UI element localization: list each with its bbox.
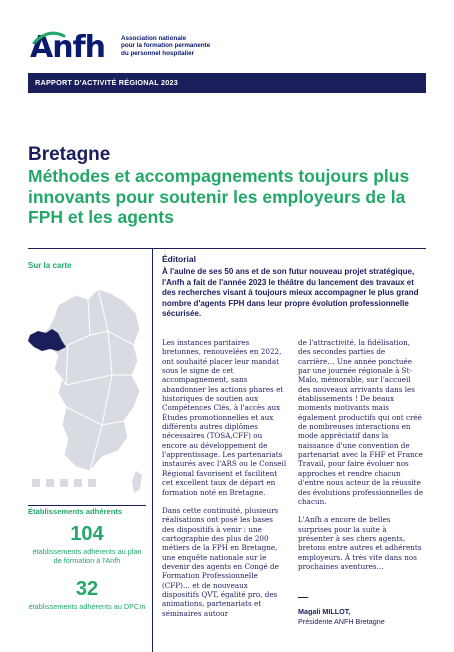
stat-number: 104	[70, 523, 104, 545]
association-name: Association nationale pour la formation permanente du personnel hospitalier	[121, 35, 211, 57]
paragraph: de l'attractivité, la fidélisation, des secondes parties de carrière… Une année ponctuée par une journée régionale à St-Malo, mémorable, sur l'accueil des nouveaux arrivants dans les établissements ! De beaux moments motivants mais également productifs qui ont créé de nombreuses interactions en mode appréciatif dans la naissance d'une convention de partenariat avec la FHF et France Travail, pour faire évoluer nos approches et rendre chacun d'entre nous acteur de la réussite des évolutions professionnelles de chacun.	[298, 338, 423, 506]
column-divider	[152, 248, 153, 652]
france-map	[28, 275, 146, 500]
banner-text: RAPPORT D'ACTIVITÉ RÉGIONAL 2023	[35, 78, 179, 87]
signature-name: Magali MILLOT,	[298, 607, 351, 616]
editorial-column-left	[162, 338, 287, 627]
paragraph: Les instances paritaires bretonnes, renouvelées en 2022, ont souhaité placer leur mandat sous le signe de cet accompagnement, sans abandonner les actions phares et historiques de soutien aux Compétences Clés, à l'accès aux Études promotionnelles et aux différents autres diplômes nécessaires (TOSA,CFF) ou encore au développement de l'apprentissage. Les partenariats instaurés avec l'ARS ou le Conseil Régional favorisent et facilitent cet excellent taux de départ en formation noté en Bretagne.	[162, 338, 287, 497]
stats-divider	[28, 505, 146, 506]
logo-arc-icon	[28, 30, 68, 44]
editorial-title: Éditorial	[162, 254, 197, 264]
signature-role: Présidente ANFH Bretagne	[298, 617, 385, 626]
signature-dash	[298, 597, 308, 598]
section-divider	[28, 248, 426, 249]
stat-number: 32	[75, 578, 99, 600]
page-subtitle: Méthodes et accompagnements toujours plus innovants pour soutenir les employeurs de la FPH et les agents	[28, 166, 410, 227]
paragraph: Dans cette continuité, plusieurs réalisations ont posé les bases des dispositifs à venir : une cartographie des plus de 200 métiers de la FPH en Bretagne, une enquête nationale sur le devenir des agents en Congé de Formation Professionnelle (CFP)… et de nouveaux dispositifs QVT, égalité pro, des animations, partenariats et séminaires autour	[162, 505, 279, 618]
region-title: Bretagne	[28, 144, 111, 165]
report-banner	[28, 73, 426, 93]
paragraph: L'Anfh a encore de belles surprises pour la suite à présenter à ses chers agents, bretons entre autres et adhérents employeurs. À très vite dans nos prochaines aventures…	[298, 515, 422, 571]
editorial-column-right	[298, 338, 423, 580]
anfh-logo: Anfh	[30, 30, 105, 65]
stat-description: établissements adhérents au DPCm	[28, 602, 146, 611]
map-label: Sur la carte	[28, 261, 72, 270]
editorial-lead: À l'aulne de ses 50 ans et de son futur nouveau projet stratégique, l'Anfh a fait de l'année 2023 le théâtre du lancement des travaux et des recherches visant à toujours mieux accompagner le plus grand nombre d'agents FPH dans leur propre évolution professionnelle sécurisée.	[162, 267, 419, 318]
stats-section-label: Établissements adhérents	[28, 507, 123, 516]
stat-description: établissements adhérents au plan de formation à l'Anfh	[32, 547, 142, 565]
